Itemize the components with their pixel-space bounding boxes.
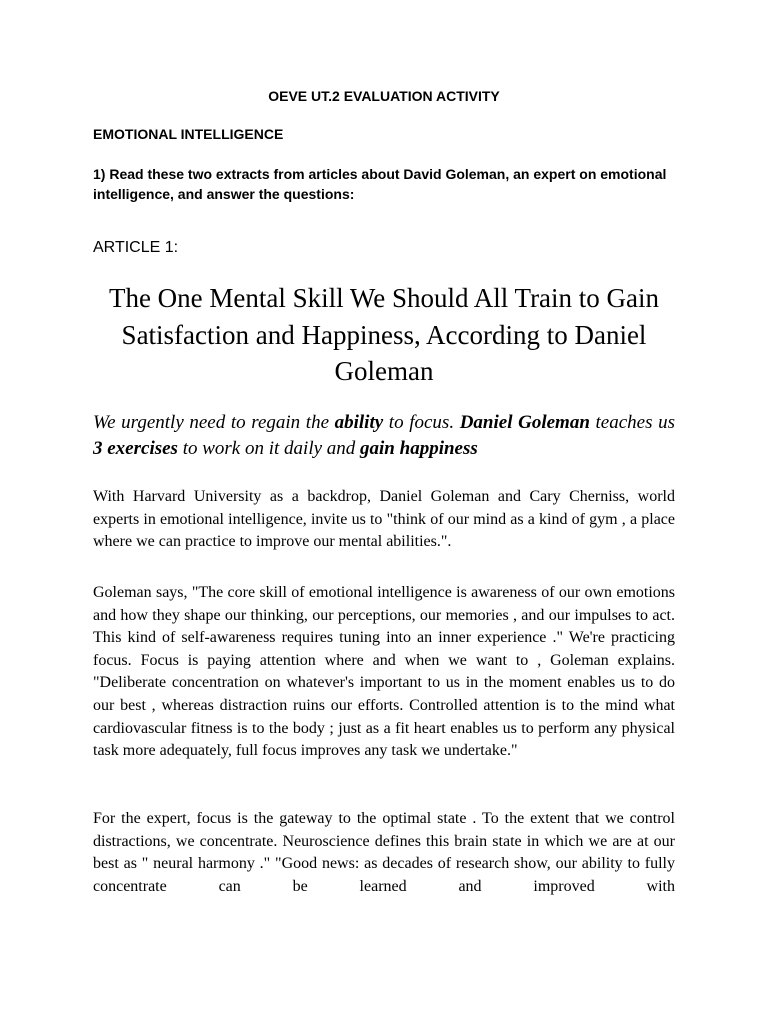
question-instructions: 1) Read these two extracts from articles about David Goleman, an expert on emotional intelligence, and answer the questions: <box>93 166 667 202</box>
subhead-text: to work on it daily and <box>177 437 361 459</box>
article-paragraph: For the expert, focus is the gateway to the optimal state . To the extent that we control distractions, we concentrate. Neuroscience defines this brain state in which we are at our best as " neural harmony ." "Good news: as decades of research show, our ability to fully concentrate can be learned and improved with <box>93 810 675 895</box>
subhead-text: to focus. <box>383 412 460 433</box>
subhead-text: teaches us <box>589 412 676 433</box>
article-paragraph: With Harvard University as a backdrop, Daniel Goleman and Cary Cherniss, world experts in emotional intelligence, invite us to "think of our mind as a kind of gym , a place where we can practice to improve our mental abilities.". <box>93 488 675 551</box>
subhead-emphasis: gain happiness <box>360 437 478 459</box>
document-title: OEVE UT.2 EVALUATION ACTIVITY <box>268 88 500 104</box>
subhead-emphasis: ability <box>334 412 384 433</box>
subhead-emphasis: 3 exercises <box>93 437 178 459</box>
article-subheading <box>93 410 675 461</box>
article-headline: The One Mental Skill We Should All Train to Gain Satisfaction and Happiness, According to Daniel Goleman <box>108 283 660 386</box>
article-paragraph: Goleman says, "The core skill of emotional intelligence is awareness of our own emotions and how they shape our thinking, our perceptions, our memories , and our impulses to act. This kind of self-awareness requires tuning into an inner experience ." We're practicing focus. Focus is paying attention where and when we want to , Goleman explains. "Deliberate concentration on whatever's important to us in the moment enables us to do our best , whereas distraction ruins our efforts. Controlled attention is to the mind what cardiovascular fitness is to the body ; just as a fit heart enables us to perform any physical task more adequately, full focus improves any task we undertake." <box>93 584 675 760</box>
subhead-emphasis: Daniel Goleman <box>459 412 590 433</box>
article-label: ARTICLE 1: <box>93 239 179 256</box>
section-title: EMOTIONAL INTELLIGENCE <box>93 126 284 142</box>
subhead-text: We urgently need to regain the <box>93 412 335 433</box>
